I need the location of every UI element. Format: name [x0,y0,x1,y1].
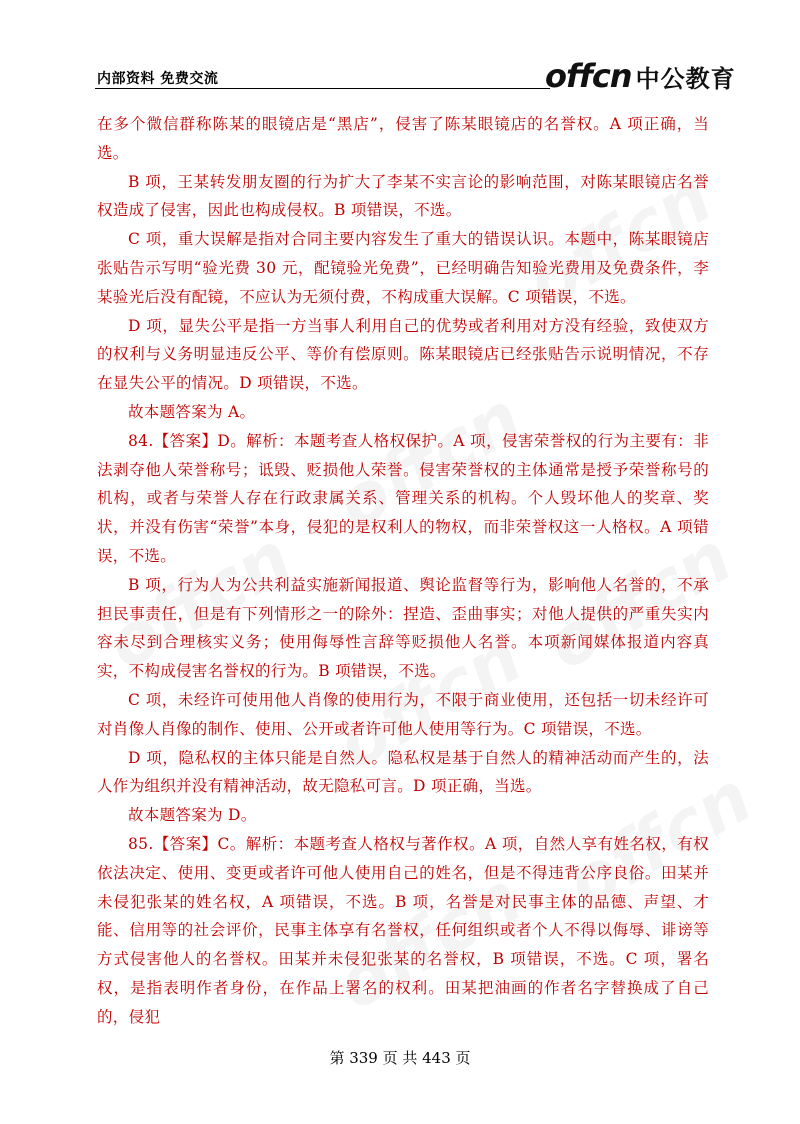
paragraph: C 项，重大误解是指对合同主要内容发生了重大的错误认识。本题中，陈某眼镜店张贴告示写明“验光费 30 元，配镜验光免费”，已经明确告知验光费用及免费条件，李某验光后没有配镜，不应认为无须付费，不构成重大误解。C 项错误，不选。 [97,230,709,306]
paragraph: D 项，隐私权的主体只能是自然人。隐私权是基于自然人的精神活动而产生的，法人作为组织并没有精神活动，故无隐私可言。D 项正确，当选。 [97,748,709,796]
paragraph: 故本题答案为 D。 [128,806,257,825]
document-body [97,110,709,1032]
page-number: 第 339 页 共 443 页 [329,1049,471,1067]
paragraph: C 项，未经许可使用他人肖像的使用行为，不限于商业使用，还包括一切未经许可对肖像人肖像的制作、使用、公开或者许可他人使用等行为。C 项错误，不选。 [97,690,709,738]
header-label: 内部资料 免费交流 [97,71,219,87]
logo-chinese-name: 中公教育 [635,65,736,93]
offcn-logo [545,57,736,95]
paragraph: D 项，显失公平是指一方当事人利用自己的优势或者利用对方没有经验，致使双方的权利与义务明显违反公平、等价有偿原则。陈某眼镜店已经张贴告示说明情况，不存在显失公平的情况。D 项错误，不选。 [97,316,709,393]
header-divider [95,88,550,89]
paragraph: 85.【答案】C。解析：本题考查人格权与著作权。A 项，自然人享有姓名权，有权依法决定、使用、变更或者许可他人使用自己的姓名，但是不得违背公序良俗。田某并未侵犯张某的姓名权，A 项错误，不选。B 项，名誉是对民事主体的品德、声望、才能、信用等的社会评价，民事主体享有名誉权，任何组织或者个人不得以侮辱、诽谤等方式侵害他人的名誉权。田某并未侵犯张某的名誉权，B 项错误，不选。C 项，署名权，是指表明作者身份，在作品上署名的权利。田某把油画的作者名字替换成了自己的，侵犯 [97,834,709,1026]
paragraph: B 项，王某转发朋友圈的行为扩大了李某不实言论的影响范围，对陈某眼镜店名誉权造成了侵害，因此也构成侵权。B 项错误，不选。 [97,172,709,220]
logo-mark: offcn [545,57,632,95]
paragraph: 84.【答案】D。解析：本题考查人格权保护。A 项，侵害荣誉权的行为主要有：非法剥夺他人荣誉称号；诋毁、贬损他人荣誉。侵害荣誉权的主体通常是授予荣誉称号的机构，或者与荣誉人存在行政隶属关系、管理关系的机构。个人毁坏他人的奖章、奖状，并没有伤害“荣誉”本身，侵犯的是权利人的物权，而非荣誉权这一人格权。A 项错误，不选。 [97,431,709,565]
paragraph: 故本题答案为 A。 [128,402,256,421]
paragraph: 在多个微信群称陈某的眼镜店是“黑店”，侵害了陈某眼镜店的名誉权。A 项正确，当选。 [97,115,709,162]
paragraph: B 项，行为人为公共利益实施新闻报道、舆论监督等行为，影响他人名誉的，不承担民事责任，但是有下列情形之一的除外：捏造、歪曲事实；对他人提供的严重失实内容未尽到合理核实义务；使用侮辱性言辞等贬损他人名誉。本项新闻媒体报道内容真实，不构成侵害名誉权的行为。B 项错误，不选。 [97,575,709,681]
